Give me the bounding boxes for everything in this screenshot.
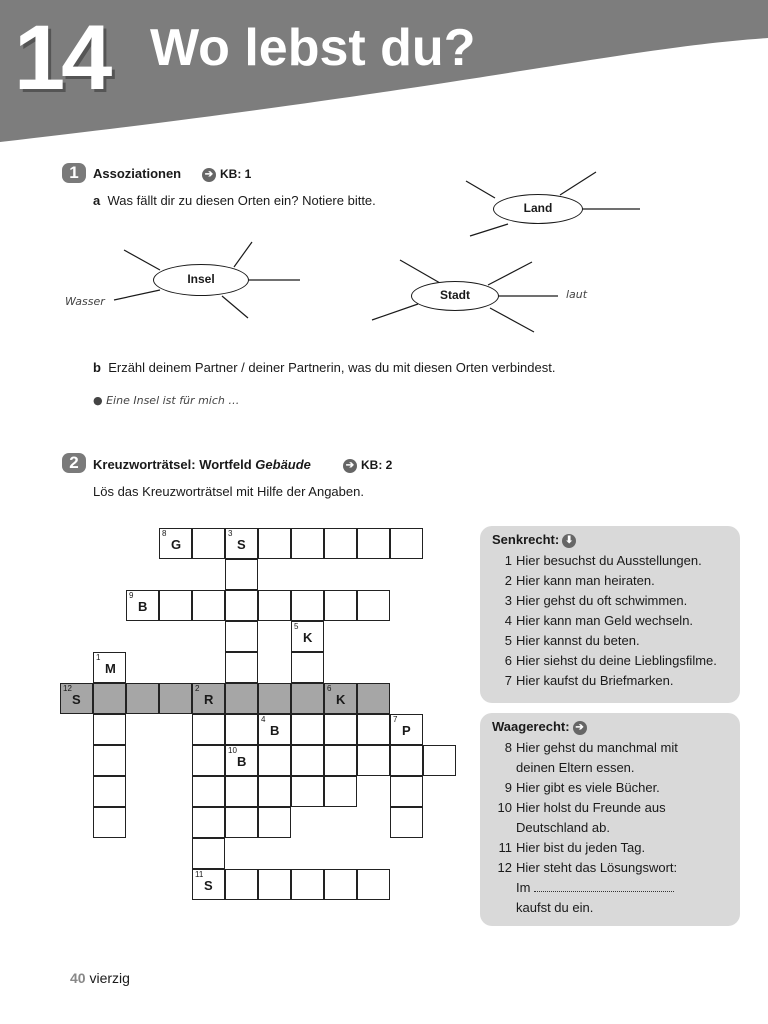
crossword-cell[interactable] <box>225 559 258 590</box>
task2-kb-reference: ➔ KB: 2 <box>343 458 392 473</box>
crossword-cell[interactable] <box>192 683 225 714</box>
crossword-cell[interactable] <box>258 869 291 900</box>
crossword-cell[interactable] <box>258 683 291 714</box>
crossword-cell[interactable] <box>93 807 126 838</box>
chapter-number: 14 <box>14 7 109 109</box>
crossword-cell[interactable] <box>192 745 225 776</box>
crossword-cell[interactable] <box>324 528 357 559</box>
crossword-cell[interactable] <box>357 590 390 621</box>
cell-letter: B <box>138 599 148 614</box>
crossword-cell[interactable] <box>93 745 126 776</box>
clues-across-heading: Waagerecht: ➔ <box>492 719 728 735</box>
task2-instruction: Lös das Kreuzworträtsel mit Hilfe der Angaben. <box>93 484 364 499</box>
crossword-cell[interactable] <box>324 590 357 621</box>
cell-clue-number: 2 <box>195 684 200 693</box>
crossword-cell[interactable] <box>159 528 192 559</box>
crossword-cell[interactable] <box>258 745 291 776</box>
crossword-cell[interactable] <box>291 528 324 559</box>
crossword-cell[interactable] <box>93 714 126 745</box>
crossword-cell[interactable] <box>225 776 258 807</box>
clues-down-heading: Senkrecht: ⬇ <box>492 532 728 548</box>
crossword-cell[interactable] <box>291 652 324 683</box>
crossword-cell[interactable] <box>60 683 93 714</box>
crossword-cell[interactable] <box>93 683 126 714</box>
clue-across-12: 12 Hier steht das Lösungswort: <box>497 859 678 875</box>
cell-letter: S <box>72 692 81 707</box>
mindmap-node-stadt: Stadt <box>411 281 499 311</box>
clue-down-item: 3 Hier gehst du oft schwimmen. <box>504 592 688 608</box>
cell-clue-number: 4 <box>261 715 266 724</box>
clues-down-list <box>492 551 728 691</box>
crossword-cell[interactable] <box>225 745 258 776</box>
clue-across-10-cont: Deutschland ab. <box>516 819 610 835</box>
answer-blank[interactable] <box>534 881 674 892</box>
crossword-cell[interactable] <box>291 621 324 652</box>
cell-letter: S <box>204 878 213 893</box>
cell-letter: S <box>237 537 246 552</box>
speech-example: ● Eine Insel ist für mich … <box>93 394 240 407</box>
mindmap-node-insel: Insel <box>153 264 249 296</box>
cell-letter: M <box>105 661 116 676</box>
cell-letter: B <box>237 754 247 769</box>
crossword-cell[interactable] <box>258 714 291 745</box>
task2-badge: 2 <box>62 453 86 473</box>
task1-badge: 1 <box>62 163 86 183</box>
cell-clue-number: 1 <box>96 653 101 662</box>
clue-across-8: 8 Hier gehst du manchmal mit <box>504 739 678 755</box>
arrow-down-icon: ⬇ <box>562 534 576 548</box>
mindmap-node-land: Land <box>493 194 583 224</box>
crossword-cell[interactable] <box>324 714 357 745</box>
crossword-cell[interactable] <box>93 776 126 807</box>
crossword-cell[interactable] <box>192 807 225 838</box>
crossword-cell[interactable] <box>225 652 258 683</box>
clue-down-item: 1 Hier besuchst du Ausstellungen. <box>504 552 702 568</box>
crossword-cell[interactable] <box>126 683 159 714</box>
clue-down-item: 5 Hier kannst du beten. <box>504 632 640 648</box>
crossword-cell[interactable] <box>324 776 357 807</box>
crossword-cell[interactable] <box>192 714 225 745</box>
crossword-cell[interactable] <box>357 683 390 714</box>
crossword-cell[interactable] <box>390 745 423 776</box>
crossword-cell[interactable] <box>357 714 390 745</box>
cell-clue-number: 10 <box>228 746 237 755</box>
crossword-cell[interactable] <box>258 807 291 838</box>
crossword-cell[interactable] <box>291 714 324 745</box>
crossword-cell[interactable] <box>291 869 324 900</box>
crossword-cell[interactable] <box>390 714 423 745</box>
task1-kb-reference: ➔ KB: 1 <box>202 167 251 182</box>
clue-across-11: 11 Hier bist du jeden Tag. <box>498 839 646 855</box>
crossword-cell[interactable] <box>258 590 291 621</box>
crossword-cell[interactable] <box>324 869 357 900</box>
cell-clue-number: 12 <box>63 684 72 693</box>
cell-clue-number: 5 <box>294 622 299 631</box>
crossword-cell[interactable] <box>258 528 291 559</box>
crossword-cell[interactable] <box>357 745 390 776</box>
cell-clue-number: 9 <box>129 591 134 600</box>
arrow-right-icon: ➔ <box>343 459 357 473</box>
crossword-grid <box>60 528 460 903</box>
crossword-cell[interactable] <box>390 776 423 807</box>
cell-letter: R <box>204 692 214 707</box>
crossword-cell[interactable] <box>390 807 423 838</box>
crossword-cell[interactable] <box>291 683 324 714</box>
crossword-cell[interactable] <box>357 869 390 900</box>
clue-across-9: 9 Hier gibt es viele Bücher. <box>504 779 660 795</box>
example-word-stadt: laut <box>566 288 588 301</box>
crossword-cell[interactable] <box>159 683 192 714</box>
clue-down-item: 2 Hier kann man heiraten. <box>504 572 655 588</box>
task1-heading: Assoziationen <box>93 166 182 181</box>
arrow-right-icon: ➔ <box>202 168 216 182</box>
cell-clue-number: 6 <box>327 684 332 693</box>
crossword-cell[interactable] <box>93 652 126 683</box>
crossword-cell[interactable] <box>390 528 423 559</box>
cell-letter: K <box>336 692 346 707</box>
task2-heading: Kreuzworträtsel: Wortfeld Gebäude <box>93 457 311 472</box>
bullet-icon: ● <box>93 394 103 407</box>
crossword-cell[interactable] <box>225 528 258 559</box>
clue-across-12-answer: Im <box>492 878 728 898</box>
crossword-cell[interactable] <box>192 528 225 559</box>
task1-a-instruction: a Was fällt dir zu diesen Orten ein? Notiere bitte. <box>93 193 376 208</box>
clue-across-8-cont: deinen Eltern essen. <box>516 759 635 775</box>
clues-across-box <box>480 713 740 926</box>
crossword-cell[interactable] <box>225 807 258 838</box>
cell-letter: P <box>402 723 411 738</box>
crossword-cell[interactable] <box>225 590 258 621</box>
crossword-cell[interactable] <box>225 869 258 900</box>
crossword-cell[interactable] <box>225 683 258 714</box>
clues-down-box <box>480 526 740 703</box>
clue-down-item: 6 Hier siehst du deine Lieblingsfilme. <box>504 652 717 668</box>
crossword-cell[interactable] <box>324 745 357 776</box>
crossword-cell[interactable] <box>258 776 291 807</box>
crossword-cell[interactable] <box>192 590 225 621</box>
crossword-cell[interactable] <box>192 776 225 807</box>
cell-letter: K <box>303 630 313 645</box>
clue-down-item: 4 Hier kann man Geld wechseln. <box>504 612 694 628</box>
clue-down-item: 7 Hier kaufst du Briefmarken. <box>504 672 674 688</box>
crossword-cell[interactable] <box>225 714 258 745</box>
arrow-right-icon: ➔ <box>573 721 587 735</box>
crossword-cell[interactable] <box>159 590 192 621</box>
crossword-cell[interactable] <box>291 776 324 807</box>
cell-letter: B <box>270 723 280 738</box>
crossword-cell[interactable] <box>126 590 159 621</box>
task1-b-instruction: b Erzähl deinem Partner / deiner Partnerin, was du mit diesen Orten verbindest. <box>93 360 556 375</box>
cell-clue-number: 7 <box>393 715 398 724</box>
crossword-cell[interactable] <box>324 683 357 714</box>
crossword-cell[interactable] <box>192 869 225 900</box>
crossword-cell[interactable] <box>291 590 324 621</box>
cell-clue-number: 3 <box>228 529 233 538</box>
cell-clue-number: 11 <box>195 870 204 879</box>
crossword-cell[interactable] <box>423 745 456 776</box>
crossword-cell[interactable] <box>192 838 225 869</box>
crossword-cell[interactable] <box>225 621 258 652</box>
chapter-title: Wo lebst du? <box>150 19 476 77</box>
cell-letter: G <box>171 537 182 552</box>
mindmap-lines <box>0 0 768 340</box>
clue-across-10: 10 Hier holst du Freunde aus <box>497 799 666 815</box>
clue-across-12-end: kaufst du ein. <box>516 899 594 915</box>
crossword-cell[interactable] <box>291 745 324 776</box>
page-number: 40 vierzig <box>70 970 130 986</box>
cell-clue-number: 8 <box>162 529 167 538</box>
crossword-cell[interactable] <box>357 528 390 559</box>
example-word-insel: Wasser <box>65 295 105 308</box>
